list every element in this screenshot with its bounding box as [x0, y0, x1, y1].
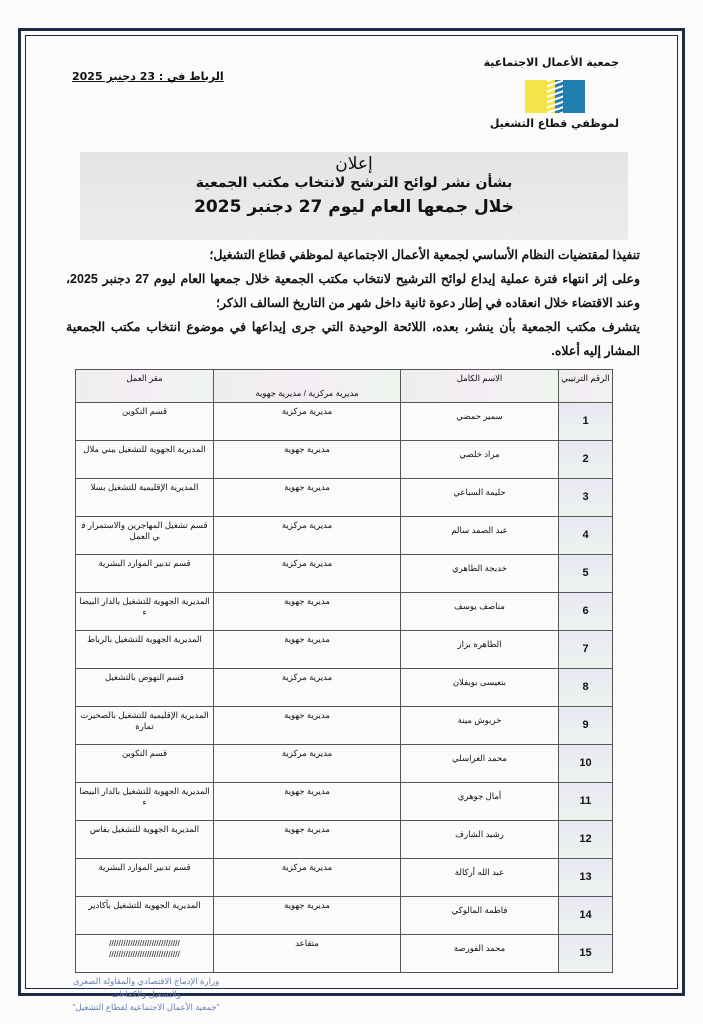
- cell-workplace: قسم تشغيل المهاجرين والاستمرار في العمل: [76, 517, 214, 555]
- cell-workplace: قسم التكوين: [76, 403, 214, 441]
- cell-number: 2: [559, 441, 613, 479]
- cell-number: 7: [559, 631, 613, 669]
- cell-name: حليمة السباعي: [401, 479, 559, 517]
- header-directorate: مديرية مركزية / مديرية جهوية: [214, 370, 401, 403]
- cell-workplace: المديرية الجهوية للتشغيل بأكادير: [76, 897, 214, 935]
- document-body: [66, 243, 640, 1014]
- table-row: [76, 593, 613, 631]
- cell-name: رشيد الشارف: [401, 821, 559, 859]
- cell-directorate: مديرية جهوية: [214, 441, 401, 479]
- cell-directorate: مديرية مركزية: [214, 669, 401, 707]
- cell-workplace: قسم تدبير الموارد البشرية: [76, 555, 214, 593]
- cell-number: 11: [559, 783, 613, 821]
- cell-name: محمد الغراسلي: [401, 745, 559, 783]
- cell-name: بنعيسى بويفلان: [401, 669, 559, 707]
- table-row: [76, 669, 613, 707]
- cell-directorate: مديرية جهوية: [214, 821, 401, 859]
- cell-name: عبد الله أركالة: [401, 859, 559, 897]
- cell-number: 9: [559, 707, 613, 745]
- table-row: [76, 745, 613, 783]
- cell-workplace: المديرية الجهوية للتشغيل بفاس: [76, 821, 214, 859]
- cell-workplace: المديرية الجهوية للتشغيل بالدار البيضاء: [76, 783, 214, 821]
- org-name: جمعية الأعمال الاجتماعية: [483, 56, 619, 69]
- cell-number: 10: [559, 745, 613, 783]
- announcement-date-line: خلال جمعها العام ليوم 27 دجنبر 2025: [194, 197, 514, 217]
- cell-name: عبد الصمد سالم: [401, 517, 559, 555]
- announcement-title: إعلان: [335, 154, 373, 174]
- cell-workplace: المديرية الجهوية للتشغيل ببني ملال: [76, 441, 214, 479]
- cell-number: 8: [559, 669, 613, 707]
- candidates-table: [75, 369, 613, 973]
- cell-directorate: مديرية مركزية: [214, 859, 401, 897]
- cell-workplace: قسم تدبير الموارد البشرية: [76, 859, 214, 897]
- table-row: [76, 935, 613, 973]
- cell-workplace: قسم النهوض بالتشغيل: [76, 669, 214, 707]
- cell-workplace: المديرية الإقليمية للتشغيل بالصخيرت تمارة: [76, 707, 214, 745]
- cell-number: 14: [559, 897, 613, 935]
- stamp-line: وزارة الإدماج الاقتصادي والمقاولة الصغرى: [72, 976, 220, 986]
- association-logo: [525, 80, 585, 113]
- cell-name: فاطمة المالوكي: [401, 897, 559, 935]
- cell-workplace: ////////////////////////////// //////////////////////////////: [76, 935, 214, 973]
- cell-directorate: مديرية مركزية: [214, 745, 401, 783]
- cell-number: 1: [559, 403, 613, 441]
- cell-workplace: المديرية الجهوية للتشغيل بالرباط: [76, 631, 214, 669]
- table-row: [76, 555, 613, 593]
- table-row: [76, 403, 613, 441]
- cell-number: 12: [559, 821, 613, 859]
- table-row: [76, 479, 613, 517]
- cell-directorate: مديرية جهوية: [214, 707, 401, 745]
- cell-directorate: مديرية جهوية: [214, 783, 401, 821]
- table-row: [76, 631, 613, 669]
- document-date: الرباط في : 23 دجنبر 2025: [72, 70, 224, 83]
- cell-name: خديجة الطاهري: [401, 555, 559, 593]
- cell-directorate: مديرية مركزية: [214, 403, 401, 441]
- cell-number: 5: [559, 555, 613, 593]
- cell-name: خربوش مينة: [401, 707, 559, 745]
- cell-workplace: المديرية الجهوية للتشغيل بالدار البيضاء: [76, 593, 214, 631]
- table-row: [76, 859, 613, 897]
- header-number: الرقم الترتيبي: [559, 370, 613, 403]
- table-row: [76, 897, 613, 935]
- paragraph: تنفيذا لمقتضيات النظام الأساسي لجمعية الأعمال الاجتماعية لموظفي قطاع التشغيل؛: [209, 248, 640, 262]
- table-row: [76, 783, 613, 821]
- cell-directorate: مديرية جهوية: [214, 631, 401, 669]
- header-workplace: مقر العمل: [76, 370, 214, 403]
- cell-name: مناصف يوسف: [401, 593, 559, 631]
- cell-directorate: مديرية جهوية: [214, 593, 401, 631]
- cell-name: الطاهرة بزاز: [401, 631, 559, 669]
- cell-number: 3: [559, 479, 613, 517]
- cell-name: أمال جوهري: [401, 783, 559, 821]
- header-name: الاسم الكامل: [401, 370, 559, 403]
- cell-directorate: متقاعد: [214, 935, 401, 973]
- cell-number: 13: [559, 859, 613, 897]
- cell-number: 4: [559, 517, 613, 555]
- announcement-subtitle: بشأن نشر لوائح الترشح لانتخاب مكتب الجمعية: [195, 175, 513, 191]
- paragraph: وعلى إثر انتهاء فترة عملية إيداع لوائح الترشيح لانتخاب مكتب الجمعية خلال جمعها العام ليوم 27 دجنبر 2025، وعند الاقتضاء خلال انعقاده في إطار دعوة ثانية داخل شهر من التاريخ السالف الذكر؛: [66, 272, 640, 310]
- cell-name: محمد الفورصة: [401, 935, 559, 973]
- cell-directorate: مديرية مركزية: [214, 555, 401, 593]
- org-subtitle: لموظفي قطاع التشغيل: [489, 117, 619, 130]
- cell-directorate: مديرية مركزية: [214, 517, 401, 555]
- cell-number: 6: [559, 593, 613, 631]
- table-row: [76, 441, 613, 479]
- table-row: [76, 821, 613, 859]
- announcement-banner: [80, 152, 628, 240]
- body-text: [66, 243, 640, 363]
- cell-name: سمير حمضي: [401, 403, 559, 441]
- stamp-line: والتشغيل والكفاءات: [111, 989, 181, 999]
- cell-number: 15: [559, 935, 613, 973]
- table-row: [76, 707, 613, 745]
- cell-workplace: قسم التكوين: [76, 745, 214, 783]
- official-stamp: [66, 975, 226, 1014]
- cell-directorate: مديرية جهوية: [214, 897, 401, 935]
- cell-directorate: مديرية جهوية: [214, 479, 401, 517]
- table-row: [76, 517, 613, 555]
- paragraph: يتشرف مكتب الجمعية بأن ينشر، بعده، اللائحة الوحيدة التي جرى إيداعها في موضوع انتخاب مكتب الجمعية المشار إليه أعلاه.: [66, 320, 640, 358]
- cell-name: مراد خلصي: [401, 441, 559, 479]
- cell-workplace: المديرية الإقليمية للتشغيل بسلا: [76, 479, 214, 517]
- table-header-row: [76, 370, 613, 403]
- stamp-line: "جمعية الأعمال الاجتماعية لقطاع التشغيل": [72, 1002, 220, 1012]
